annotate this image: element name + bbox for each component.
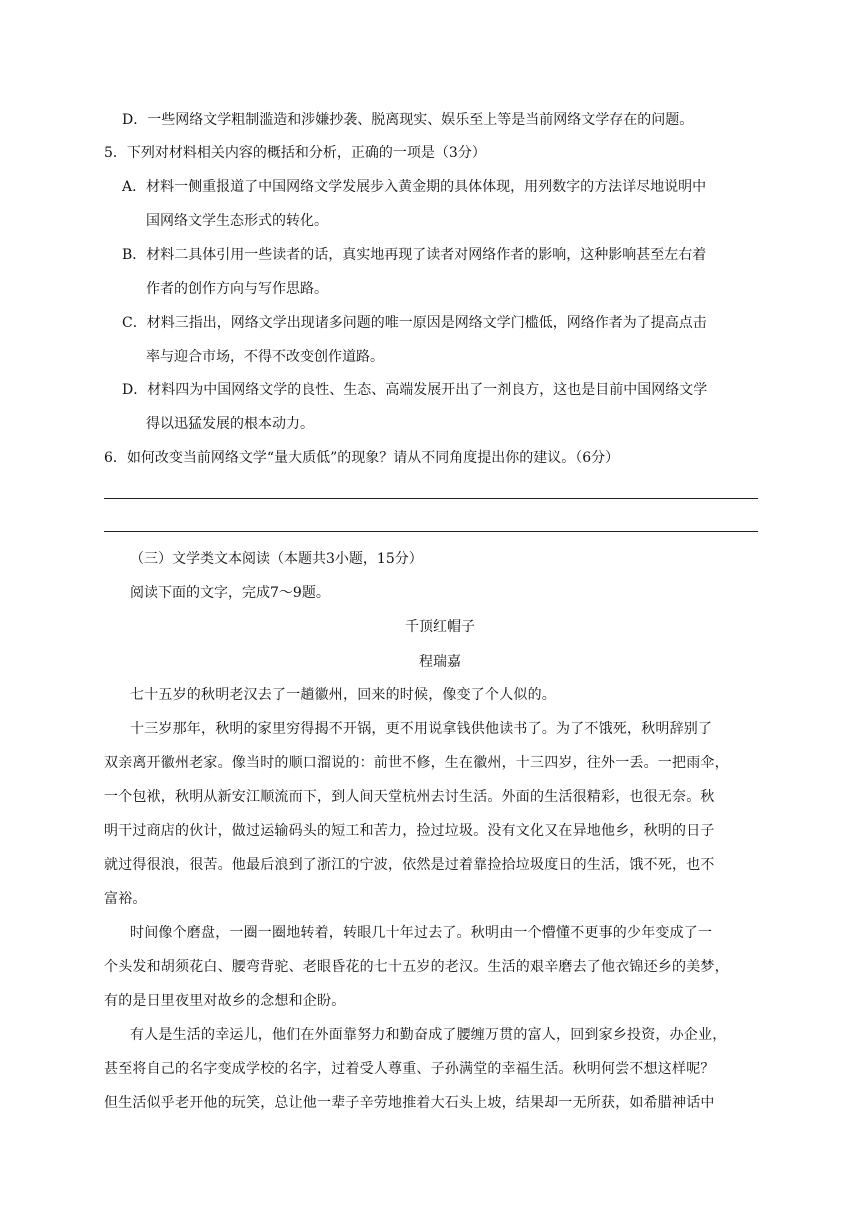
- story-line: 甚至将自己的名字变成学校的名字，过着受人尊重、子孙满堂的幸福生活。秋明何尝不想这样呢？: [104, 1061, 715, 1077]
- story-line: 有人是生活的幸运儿，他们在外面靠努力和勤奋成了腰缠万贯的富人，回到家乡投资，办企业，: [130, 1027, 727, 1043]
- section3-heading: （三）文学类文本阅读（本题共3小题，15分）: [130, 551, 423, 567]
- story-line: 双亲离开徽州老家。像当时的顺口溜说的：前世不修，生在徽州，十三四岁，往外一丢。一把雨伞，: [104, 755, 729, 771]
- story-line: 七十五岁的秋明老汉去了一趟徽州，回来的时候，像变了个人似的。: [130, 687, 556, 703]
- story-line: 但生活似乎老开他的玩笑，总让他一辈子辛劳地推着大石头上坡，结果却一无所获，如希腊神话中: [104, 1095, 715, 1111]
- q5-option-c-line2: 率与迎合市场，不得不改变创作道路。: [146, 349, 384, 365]
- q5-option-d-line1: D．材料四为中国网络文学的良性、生态、高端发展开出了一剂良方，这也是目前中国网络文学: [122, 382, 708, 398]
- q5-option-d-line2: 得以迅猛发展的根本动力。: [146, 416, 314, 432]
- story-line: 一个包袱，秋明从新安江顺流而下，到人间天堂杭州去讨生活。外面的生活很精彩，也很无奈。秋: [104, 789, 715, 805]
- story-line: 富裕。: [104, 891, 147, 907]
- story-line: 明干过商店的伙计，做过运输码头的短工和苦力，捡过垃圾。没有文化又在异地他乡，秋明的日子: [104, 823, 715, 839]
- story-author: 程瑞嘉: [419, 654, 461, 670]
- story-line: 时间像个磨盘，一圈一圈地转着，转眼几十年过去了。秋明由一个懵懂不更事的少年变成了一: [130, 925, 713, 941]
- q5-stem: 5．下列对材料相关内容的概括和分析，正确的一项是（3分）: [104, 145, 486, 161]
- q6-stem: 6．如何改变当前网络文学“量大质低”的现象？请从不同角度提出你的建议。（6分）: [104, 450, 620, 466]
- q5-option-b-line2: 作者的创作方向与写作思路。: [146, 281, 328, 297]
- q5-option-a-line1: A．材料一侧重报道了中国网络文学发展步入黄金期的具体体现，用列数字的方法详尽地说明中: [122, 179, 707, 195]
- q4-option-d: D．一些网络文学粗制滥造和涉嫌抄袭、脱离现实、娱乐至上等是当前网络文学存在的问题。: [122, 112, 694, 128]
- story-line: 就过得很浪，很苦。他最后浪到了浙江的宁波，依然是过着靠捡拾垃圾度日的生活，饿不死，也不: [104, 857, 715, 873]
- q5-option-c-line1: C．材料三指出，网络文学出现诸多问题的唯一原因是网络文学门槛低，网络作者为了提高点击: [122, 315, 707, 331]
- q5-option-b-line1: B．材料二具体引用一些读者的话，真实地再现了读者对网络作者的影响，这种影响甚至左右着: [122, 247, 707, 263]
- answer-line-2: [104, 531, 758, 532]
- story-line: 个头发和胡须花白、腰弯背驼、老眼昏花的七十五岁的老汉。生活的艰辛磨去了他衣锦还乡的美梦，: [104, 959, 729, 975]
- story-title: 千顶红帽子: [405, 619, 475, 635]
- story-line: 有的是日里夜里对故乡的念想和企盼。: [104, 993, 346, 1009]
- q5-option-a-line2: 国网络文学生态形式的转化。: [146, 213, 328, 229]
- answer-line-1: [104, 498, 758, 499]
- story-line: 十三岁那年，秋明的家里穷得揭不开锅，更不用说拿钱供他读书了。为了不饿死，秋明辞别了: [130, 721, 713, 737]
- section3-instruction: 阅读下面的文字，完成7～9题。: [130, 585, 330, 601]
